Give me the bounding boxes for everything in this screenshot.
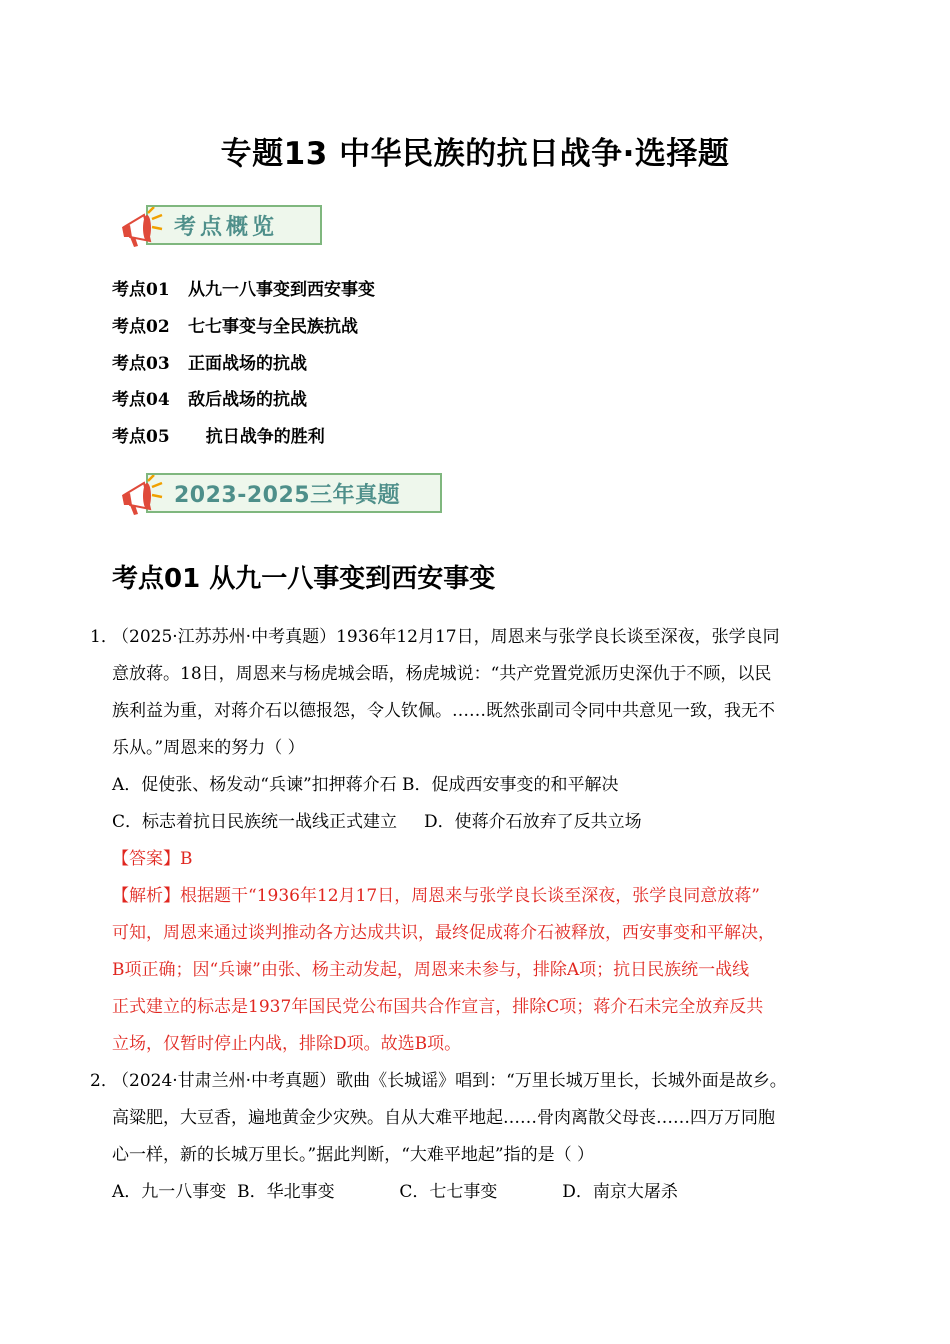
toc-item-number: 考点01: [112, 280, 170, 300]
toc-item: [112, 277, 375, 314]
toc-list: [112, 277, 375, 461]
analysis-line: B项正确；因“兵谏”由张、杨主动发起，周恩来未参与，排除A项；抗日民族统一战线: [112, 960, 750, 980]
analysis-line: 【解析】根据题干“1936年12月17日，周恩来与张学良长谈至深夜，张学良同意放蒋”: [112, 886, 760, 906]
toc-item-number: 考点02: [112, 316, 170, 337]
analysis-line: 可知，周恩来通过谈判推动各方达成共识，最终促成蒋介石被释放，西安事变和平解决，: [112, 923, 775, 943]
answer-line: 【答案】B: [112, 849, 193, 869]
toc-item-text: 从九一八事变到西安事变: [188, 280, 375, 300]
years-banner-label: 2023-2025三年真题: [146, 473, 442, 513]
toc-item: [112, 351, 375, 388]
question-number: 1．: [90, 627, 118, 647]
years-banner: [122, 473, 442, 513]
question-stem-line: 族利益为重，对蒋介石以德报怨，令人钦佩。……既然张副司令同中共意见一致，我无不: [112, 701, 775, 721]
toc-item-text: 正面战场的抗战: [188, 353, 307, 374]
megaphone-icon: [118, 207, 166, 251]
question-stem-line: 心一样，新的长城万里长。”据此判断，“大难平地起”指的是（ ）: [112, 1145, 594, 1165]
page-title: 专题13 中华民族的抗日战争·选择题: [220, 136, 730, 172]
megaphone-icon: [118, 475, 166, 519]
analysis-line: 立场，仅暂时停止内战，排除D项。故选B项。: [112, 1034, 462, 1054]
toc-item: [112, 387, 375, 424]
toc-item-text: 七七事变与全民族抗战: [188, 316, 358, 337]
question-stem-line: 乐从。”周恩来的努力（ ）: [112, 738, 305, 758]
question-stem-line: 意放蒋。18日，周恩来与杨虎城会晤，杨虎城说：“共产党置党派历史深仇于不顾，以民: [112, 664, 772, 684]
question-option-line: A．促使张、杨发动“兵谏”扣押蒋介石 B．促成西安事变的和平解决: [112, 775, 619, 795]
overview-banner-label: 考点概览: [146, 205, 322, 245]
toc-item-number: 考点05: [112, 427, 170, 448]
section-title: 考点01 从九一八事变到西安事变: [112, 564, 496, 594]
toc-item-text: 抗日战争的胜利: [188, 427, 325, 448]
toc-item-number: 考点04: [112, 390, 170, 411]
toc-item: [112, 314, 375, 351]
question-option-line: C．标志着抗日民族统一战线正式建立 D．使蒋介石放弃了反共立场: [112, 812, 642, 832]
question-number: 2．: [90, 1071, 118, 1091]
question-stem-line: 高粱肥，大豆香，遍地黄金少灾殃。自从大难平地起……骨肉离散父母丧……四万万同胞: [112, 1108, 775, 1128]
toc-item-text: 敌后战场的抗战: [188, 390, 307, 411]
toc-item: [112, 424, 375, 461]
toc-item-number: 考点03: [112, 353, 170, 374]
question-stem-line: （2024·甘肃兰州·中考真题）歌曲《长城谣》唱到：“万里长城万里长，长城外面是故乡。: [112, 1071, 787, 1091]
question-option-line: A．九一八事变 B．华北事变 C．七七事变 D．南京大屠杀: [112, 1182, 678, 1202]
analysis-line: 正式建立的标志是1937年国民党公布国共合作宣言，排除C项；蒋介石未完全放弃反共: [112, 997, 764, 1017]
question-stem-line: （2025·江苏苏州·中考真题）1936年12月17日，周恩来与张学良长谈至深夜，张学良同: [112, 627, 780, 647]
overview-banner: [122, 205, 322, 245]
